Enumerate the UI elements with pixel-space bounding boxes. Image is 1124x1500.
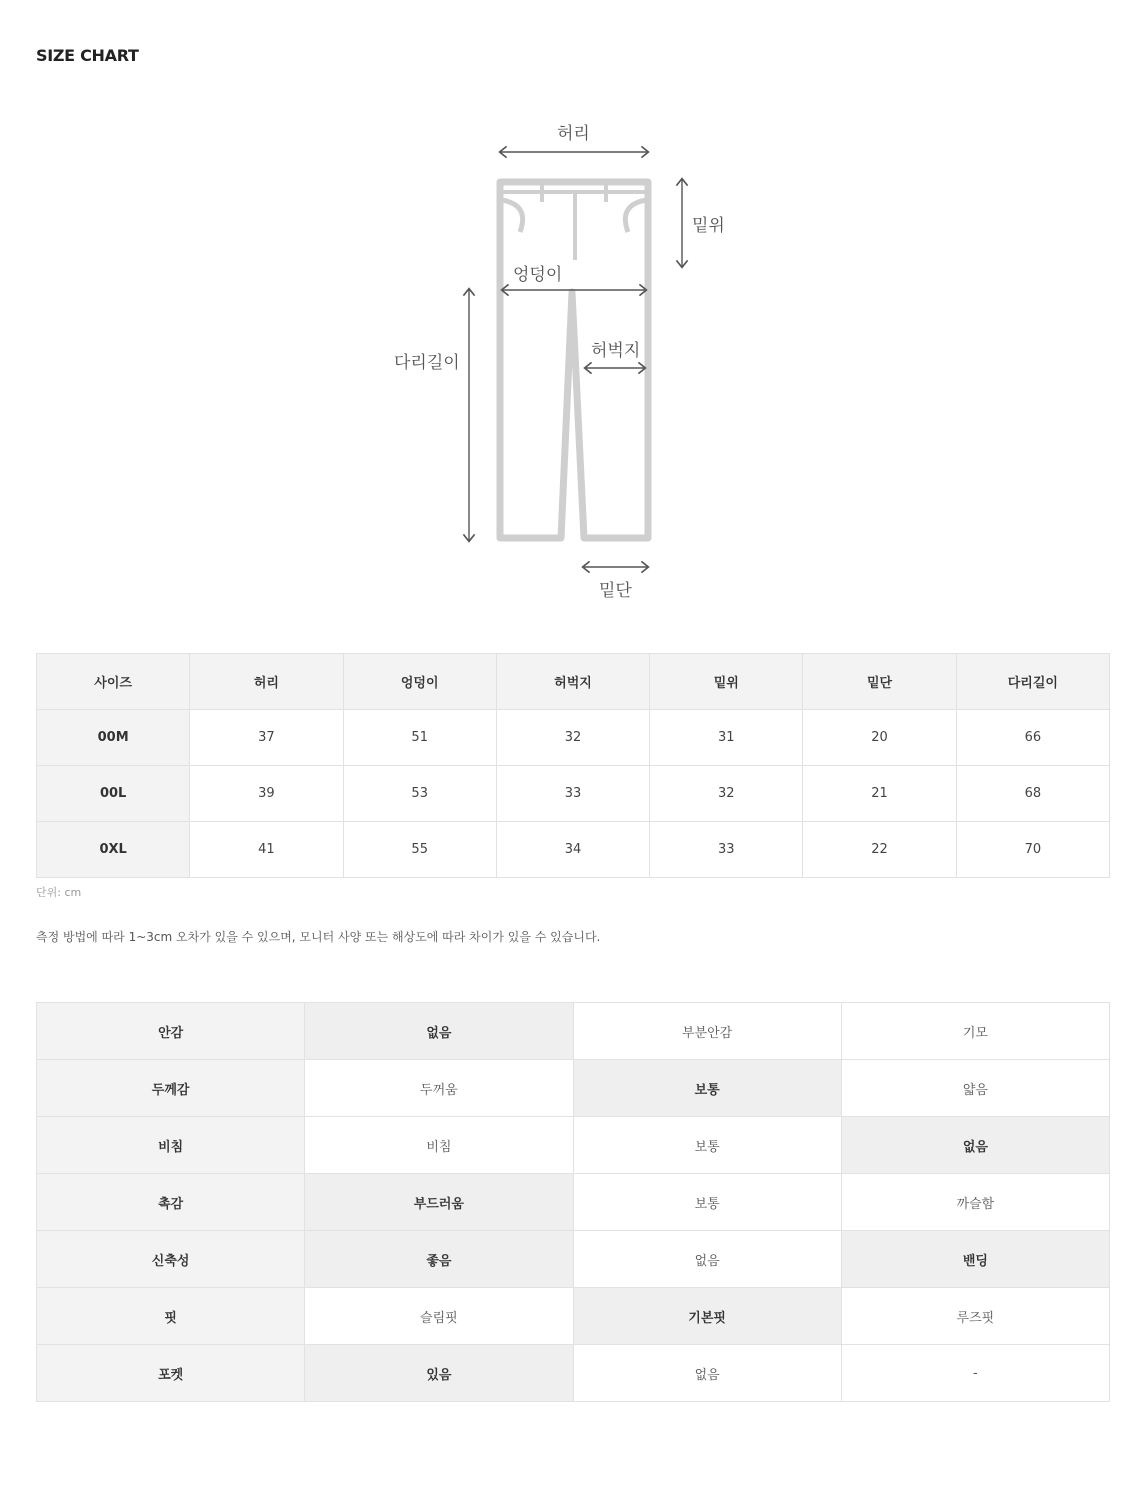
table-cell: 33 bbox=[496, 766, 649, 822]
table-row bbox=[37, 710, 1110, 766]
table-cell: 37 bbox=[190, 710, 343, 766]
hem-label: 밑단 bbox=[599, 581, 632, 601]
feature-label: 비침 bbox=[37, 1117, 305, 1174]
unit-note: 단위: cm bbox=[36, 886, 82, 899]
size-name-cell: 00M bbox=[37, 710, 190, 766]
feature-option: 얇음 bbox=[841, 1060, 1109, 1117]
feature-row-sheerness bbox=[37, 1117, 1110, 1174]
table-cell: 39 bbox=[190, 766, 343, 822]
feature-option-selected: 부드러움 bbox=[305, 1174, 573, 1231]
feature-option-selected: 좋음 bbox=[305, 1231, 573, 1288]
header-cell: 허벅지 bbox=[496, 654, 649, 710]
feature-option: 까슬함 bbox=[841, 1174, 1109, 1231]
table-cell: 21 bbox=[803, 766, 956, 822]
feature-row-lining bbox=[37, 1003, 1110, 1060]
feature-label: 핏 bbox=[37, 1288, 305, 1345]
feature-label: 신축성 bbox=[37, 1231, 305, 1288]
feature-option: 없음 bbox=[573, 1345, 841, 1402]
feature-table bbox=[36, 1002, 1110, 1402]
pants-diagram bbox=[380, 110, 760, 610]
feature-row-texture bbox=[37, 1174, 1110, 1231]
header-cell: 다리길이 bbox=[956, 654, 1109, 710]
feature-option-selected: 없음 bbox=[305, 1003, 573, 1060]
size-name-cell: 0XL bbox=[37, 822, 190, 878]
feature-option: 루즈핏 bbox=[841, 1288, 1109, 1345]
thigh-label: 허벅지 bbox=[591, 341, 641, 361]
feature-option-selected: 밴딩 bbox=[841, 1231, 1109, 1288]
header-cell: 밑위 bbox=[650, 654, 803, 710]
measurement-note: 측정 방법에 따라 1~3cm 오차가 있을 수 있으며, 모니터 사양 또는 해상도에 따라 차이가 있을 수 있습니다. bbox=[36, 930, 601, 944]
header-cell: 밑단 bbox=[803, 654, 956, 710]
table-row bbox=[37, 766, 1110, 822]
feature-option-selected: 있음 bbox=[305, 1345, 573, 1402]
header-cell: 엉덩이 bbox=[343, 654, 496, 710]
feature-option: 보통 bbox=[573, 1174, 841, 1231]
feature-label: 촉감 bbox=[37, 1174, 305, 1231]
feature-option: 보통 bbox=[573, 1117, 841, 1174]
feature-label: 포켓 bbox=[37, 1345, 305, 1402]
feature-row-pocket bbox=[37, 1345, 1110, 1402]
table-cell: 34 bbox=[496, 822, 649, 878]
table-cell: 22 bbox=[803, 822, 956, 878]
table-cell: 68 bbox=[956, 766, 1109, 822]
table-row bbox=[37, 822, 1110, 878]
feature-row-stretch bbox=[37, 1231, 1110, 1288]
rise-label: 밑위 bbox=[692, 216, 725, 236]
feature-row-fit bbox=[37, 1288, 1110, 1345]
table-cell: 55 bbox=[343, 822, 496, 878]
table-cell: 32 bbox=[496, 710, 649, 766]
table-cell: 33 bbox=[650, 822, 803, 878]
size-name-cell: 00L bbox=[37, 766, 190, 822]
feature-option-selected: 기본핏 bbox=[573, 1288, 841, 1345]
feature-option: 두꺼움 bbox=[305, 1060, 573, 1117]
page-title: SIZE CHART bbox=[36, 46, 139, 65]
length-label: 다리길이 bbox=[394, 353, 460, 373]
feature-label: 두께감 bbox=[37, 1060, 305, 1117]
feature-row-thickness bbox=[37, 1060, 1110, 1117]
header-cell: 사이즈 bbox=[37, 654, 190, 710]
table-cell: 66 bbox=[956, 710, 1109, 766]
hip-label: 엉덩이 bbox=[513, 265, 563, 285]
feature-option: 부분안감 bbox=[573, 1003, 841, 1060]
table-cell: 20 bbox=[803, 710, 956, 766]
size-table-header-row bbox=[37, 654, 1110, 710]
header-cell: 허리 bbox=[190, 654, 343, 710]
feature-label: 안감 bbox=[37, 1003, 305, 1060]
feature-option: - bbox=[841, 1345, 1109, 1402]
table-cell: 51 bbox=[343, 710, 496, 766]
table-cell: 31 bbox=[650, 710, 803, 766]
table-cell: 70 bbox=[956, 822, 1109, 878]
size-table bbox=[36, 653, 1110, 878]
table-cell: 32 bbox=[650, 766, 803, 822]
feature-option: 비침 bbox=[305, 1117, 573, 1174]
feature-option: 기모 bbox=[841, 1003, 1109, 1060]
feature-option: 슬림핏 bbox=[305, 1288, 573, 1345]
table-cell: 53 bbox=[343, 766, 496, 822]
table-cell: 41 bbox=[190, 822, 343, 878]
feature-option: 없음 bbox=[573, 1231, 841, 1288]
feature-option-selected: 없음 bbox=[841, 1117, 1109, 1174]
feature-option-selected: 보통 bbox=[573, 1060, 841, 1117]
waist-label: 허리 bbox=[557, 124, 590, 144]
